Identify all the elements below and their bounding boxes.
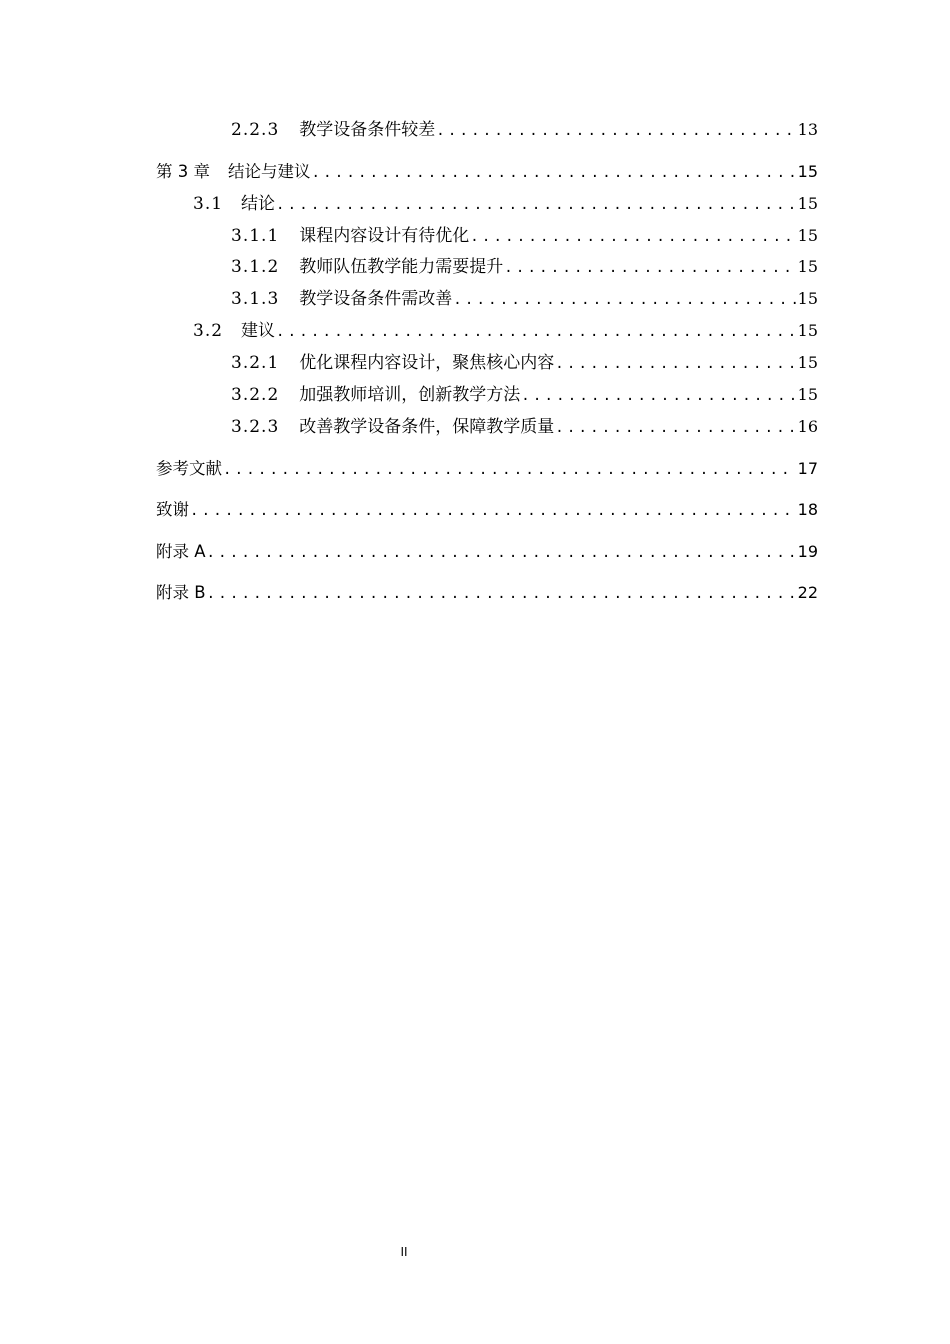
toc-entry-3-2-3[interactable] [231,414,818,440]
toc-entry-number: 3.1.2 [231,257,280,277]
footer-page-number: II [400,1245,408,1259]
toc-entry-3-2-1[interactable] [231,350,818,376]
toc-leader-dots [453,287,795,313]
toc-leader-dots [436,118,795,144]
toc-entry-title: 教师队伍教学能力需要提升 [299,257,504,277]
toc-entry-appendix-a[interactable] [156,539,818,565]
toc-entry-3-2[interactable] [193,318,818,344]
toc-entry-number: 3.1.3 [231,289,280,309]
toc-leader-dots [223,457,796,483]
toc-entry-page: 15 [797,353,818,372]
toc-entry-3-1-2[interactable] [231,254,818,280]
toc-entry-page: 13 [797,120,818,139]
toc-entry-page: 18 [797,500,818,519]
toc-entry-page: 15 [797,226,818,245]
toc-entry-page: 15 [797,289,818,308]
toc-leader-dots [276,319,796,345]
toc-entry-appendix-b[interactable] [156,580,818,606]
toc-entry-page: 16 [797,417,818,436]
toc-entry-title: 加强教师培训，创新教学方法 [299,385,521,405]
toc-entry-title: 参考文献 [156,459,222,478]
toc-entry-title: 优化课程内容设计，聚焦核心内容 [299,353,555,373]
toc-entry-acknowledgements[interactable] [156,497,818,523]
toc-entry-title: 课程内容设计有待优化 [299,226,470,246]
toc-leader-dots [470,224,795,250]
toc-entry-page: 19 [797,542,818,561]
toc-entry-title: 结论与建议 [228,162,311,181]
toc-leader-dots [504,255,795,281]
toc-entry-page: 15 [797,194,818,213]
toc-entry-title: 附录 A [156,542,206,561]
toc-entry-3-1-1[interactable] [231,223,818,249]
toc-entry-page: 15 [797,321,818,340]
toc-entry-page: 15 [797,257,818,276]
toc-entry-title: 教学设备条件较差 [299,120,436,140]
toc-entry-title: 结论 [241,194,276,214]
toc-entry-title: 改善教学设备条件，保障教学质量 [299,417,555,437]
toc-entry-number: 3.2.1 [231,353,280,373]
toc-entry-title: 附录 B [156,583,206,602]
toc-leader-dots [555,351,795,377]
toc-entry-3-2-2[interactable] [231,382,818,408]
toc-entry-number: 3.1.1 [231,226,280,246]
toc-entry-references[interactable] [156,456,818,482]
toc-entry-chapter-3[interactable] [156,159,818,185]
toc-leader-dots [207,581,796,607]
toc-entry-number: 3.1 [193,194,224,214]
toc-entry-title: 致谢 [156,500,189,519]
toc-leader-dots [312,160,796,186]
toc-entry-number: 第 3 章 [156,162,210,181]
toc-entry-2-2-3[interactable] [231,117,818,143]
toc-entry-number: 3.2 [193,321,224,341]
toc-entry-title: 建议 [241,321,276,341]
toc-entry-page: 15 [797,385,818,404]
toc-entry-number: 3.2.3 [231,417,280,437]
toc-leader-dots [555,415,795,441]
toc-entry-page: 15 [797,162,818,181]
toc-leader-dots [207,540,796,566]
toc-entry-page: 17 [797,459,818,478]
toc-entry-3-1[interactable] [193,191,818,217]
toc-entry-number: 3.2.2 [231,385,280,405]
toc-entry-number: 2.2.3 [231,120,280,140]
toc-leader-dots [521,383,795,409]
toc-leader-dots [276,192,796,218]
toc-entry-3-1-3[interactable] [231,286,818,312]
toc-leader-dots [190,498,796,524]
toc-entry-title: 教学设备条件需改善 [299,289,453,309]
toc-entry-page: 22 [797,583,818,602]
